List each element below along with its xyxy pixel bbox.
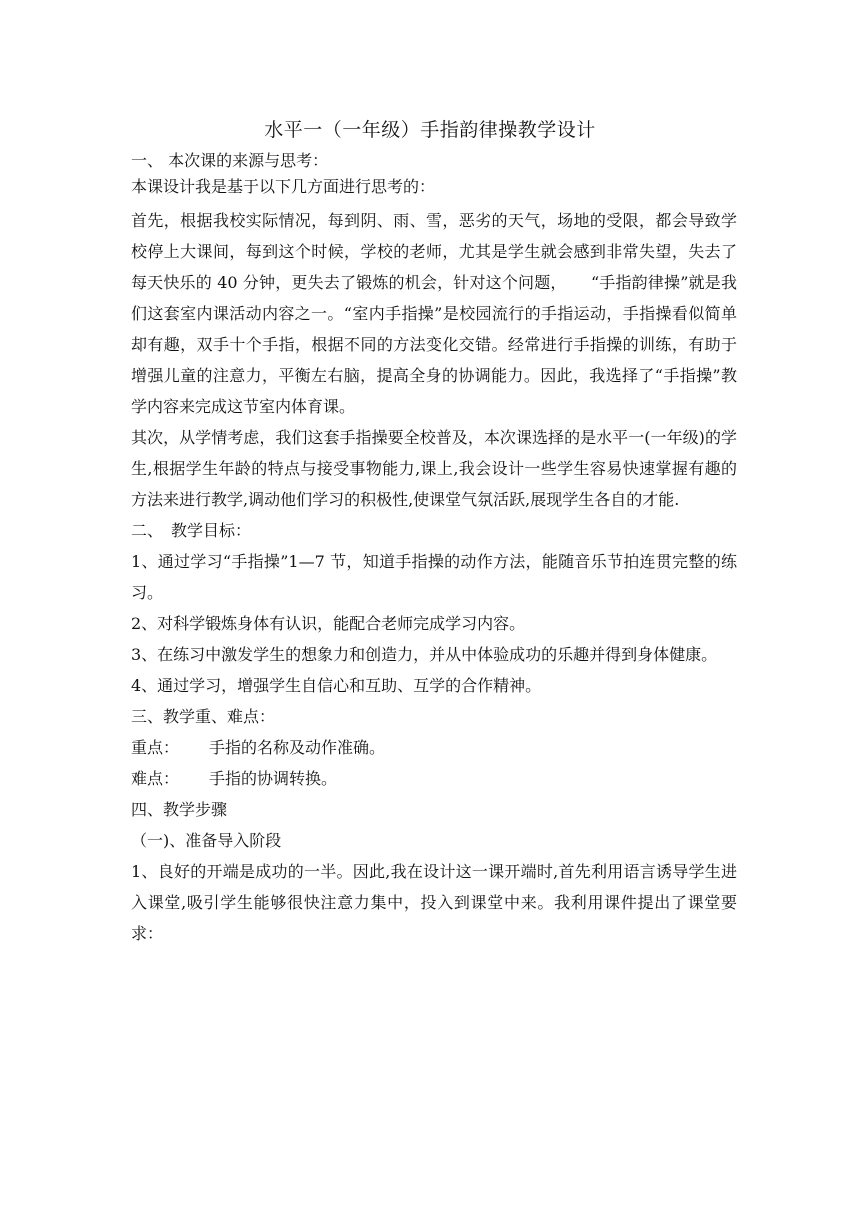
goal-item-3: 3、在练习中激发学生的想象力和创造力，并从中体验成功的乐趣并得到身体健康。 [131,645,718,664]
key-point-line [131,732,737,763]
section-3-heading: 三、教学重、难点： [131,707,276,726]
section-1-intro: 本课设计我是基于以下几方面进行思考的： [131,177,436,196]
key-point-text: 手指的名称及动作准确。 [209,738,386,757]
section-2-heading: 二、 教学目标： [131,521,252,540]
section-1-paragraph-1: 首先，根据我校实际情况，每到阴、雨、雪，恶劣的天气，场地的受限，都会导致学校停上大课间，每到这个时候，学校的老师，尤其是学生就会感到非常失望，失去了每天快乐的 40 分钟，更失去了锻炼的机会，针对这个问题， “手指韵律操”就是我们这套室内课活动内容之一。“室内手指操”是校园流行的手指运动，手指操看似简单却有趣，双手十个手指，根据不同的方法变化交错。经常进行手指操的训练，有助于增强儿童的注意力，平衡左右脑，提高全身的协调能力。因此，我选择了“手指操”教学内容来完成这节室内体育课。 [131,211,737,416]
difficulty-text: 手指的协调转换。 [209,769,338,788]
section-4-subheading: （一)、准备导入阶段 [131,831,282,850]
difficulty-line [131,763,737,794]
difficulty-label: 难点： [131,769,180,788]
section-1-heading: 一、 本次课的来源与思考： [131,151,329,170]
section-4-paragraph-1: 1、良好的开端是成功的一半。因此,我在设计这一课开端时,首先利用语言诱导学生进入课堂,吸引学生能够很快注意力集中，投入到课堂中来。我利用课件提出了课堂要求： [131,862,737,943]
goal-item-2: 2、对科学锻炼身体有认识，能配合老师完成学习内容。 [131,614,526,633]
section-1-paragraph-2: 其次，从学情考虑，我们这套手指操要全校普及，本次课选择的是水平一(一年级)的学生,根据学生年龄的特点与接受事物能力,课上,我会设计一些学生容易快速掌握有趣的方法来进行教学,调动他们学习的积极性,使课堂气氛活跃,展现学生各自的才能. [131,428,737,509]
key-point-label: 重点： [131,738,180,757]
goal-item-4: 4、通过学习，增强学生自信心和互助、互学的合作精神。 [131,676,542,695]
document-title: 水平一（一年级）手指韵律操教学设计 [264,119,596,141]
document-body [131,148,737,949]
goal-item-1: 1、通过学习“手指操”1—7 节，知道手指操的动作方法，能随音乐节拍连贯完整的练习。 [131,552,737,602]
section-4-heading: 四、教学步骤 [131,800,228,819]
